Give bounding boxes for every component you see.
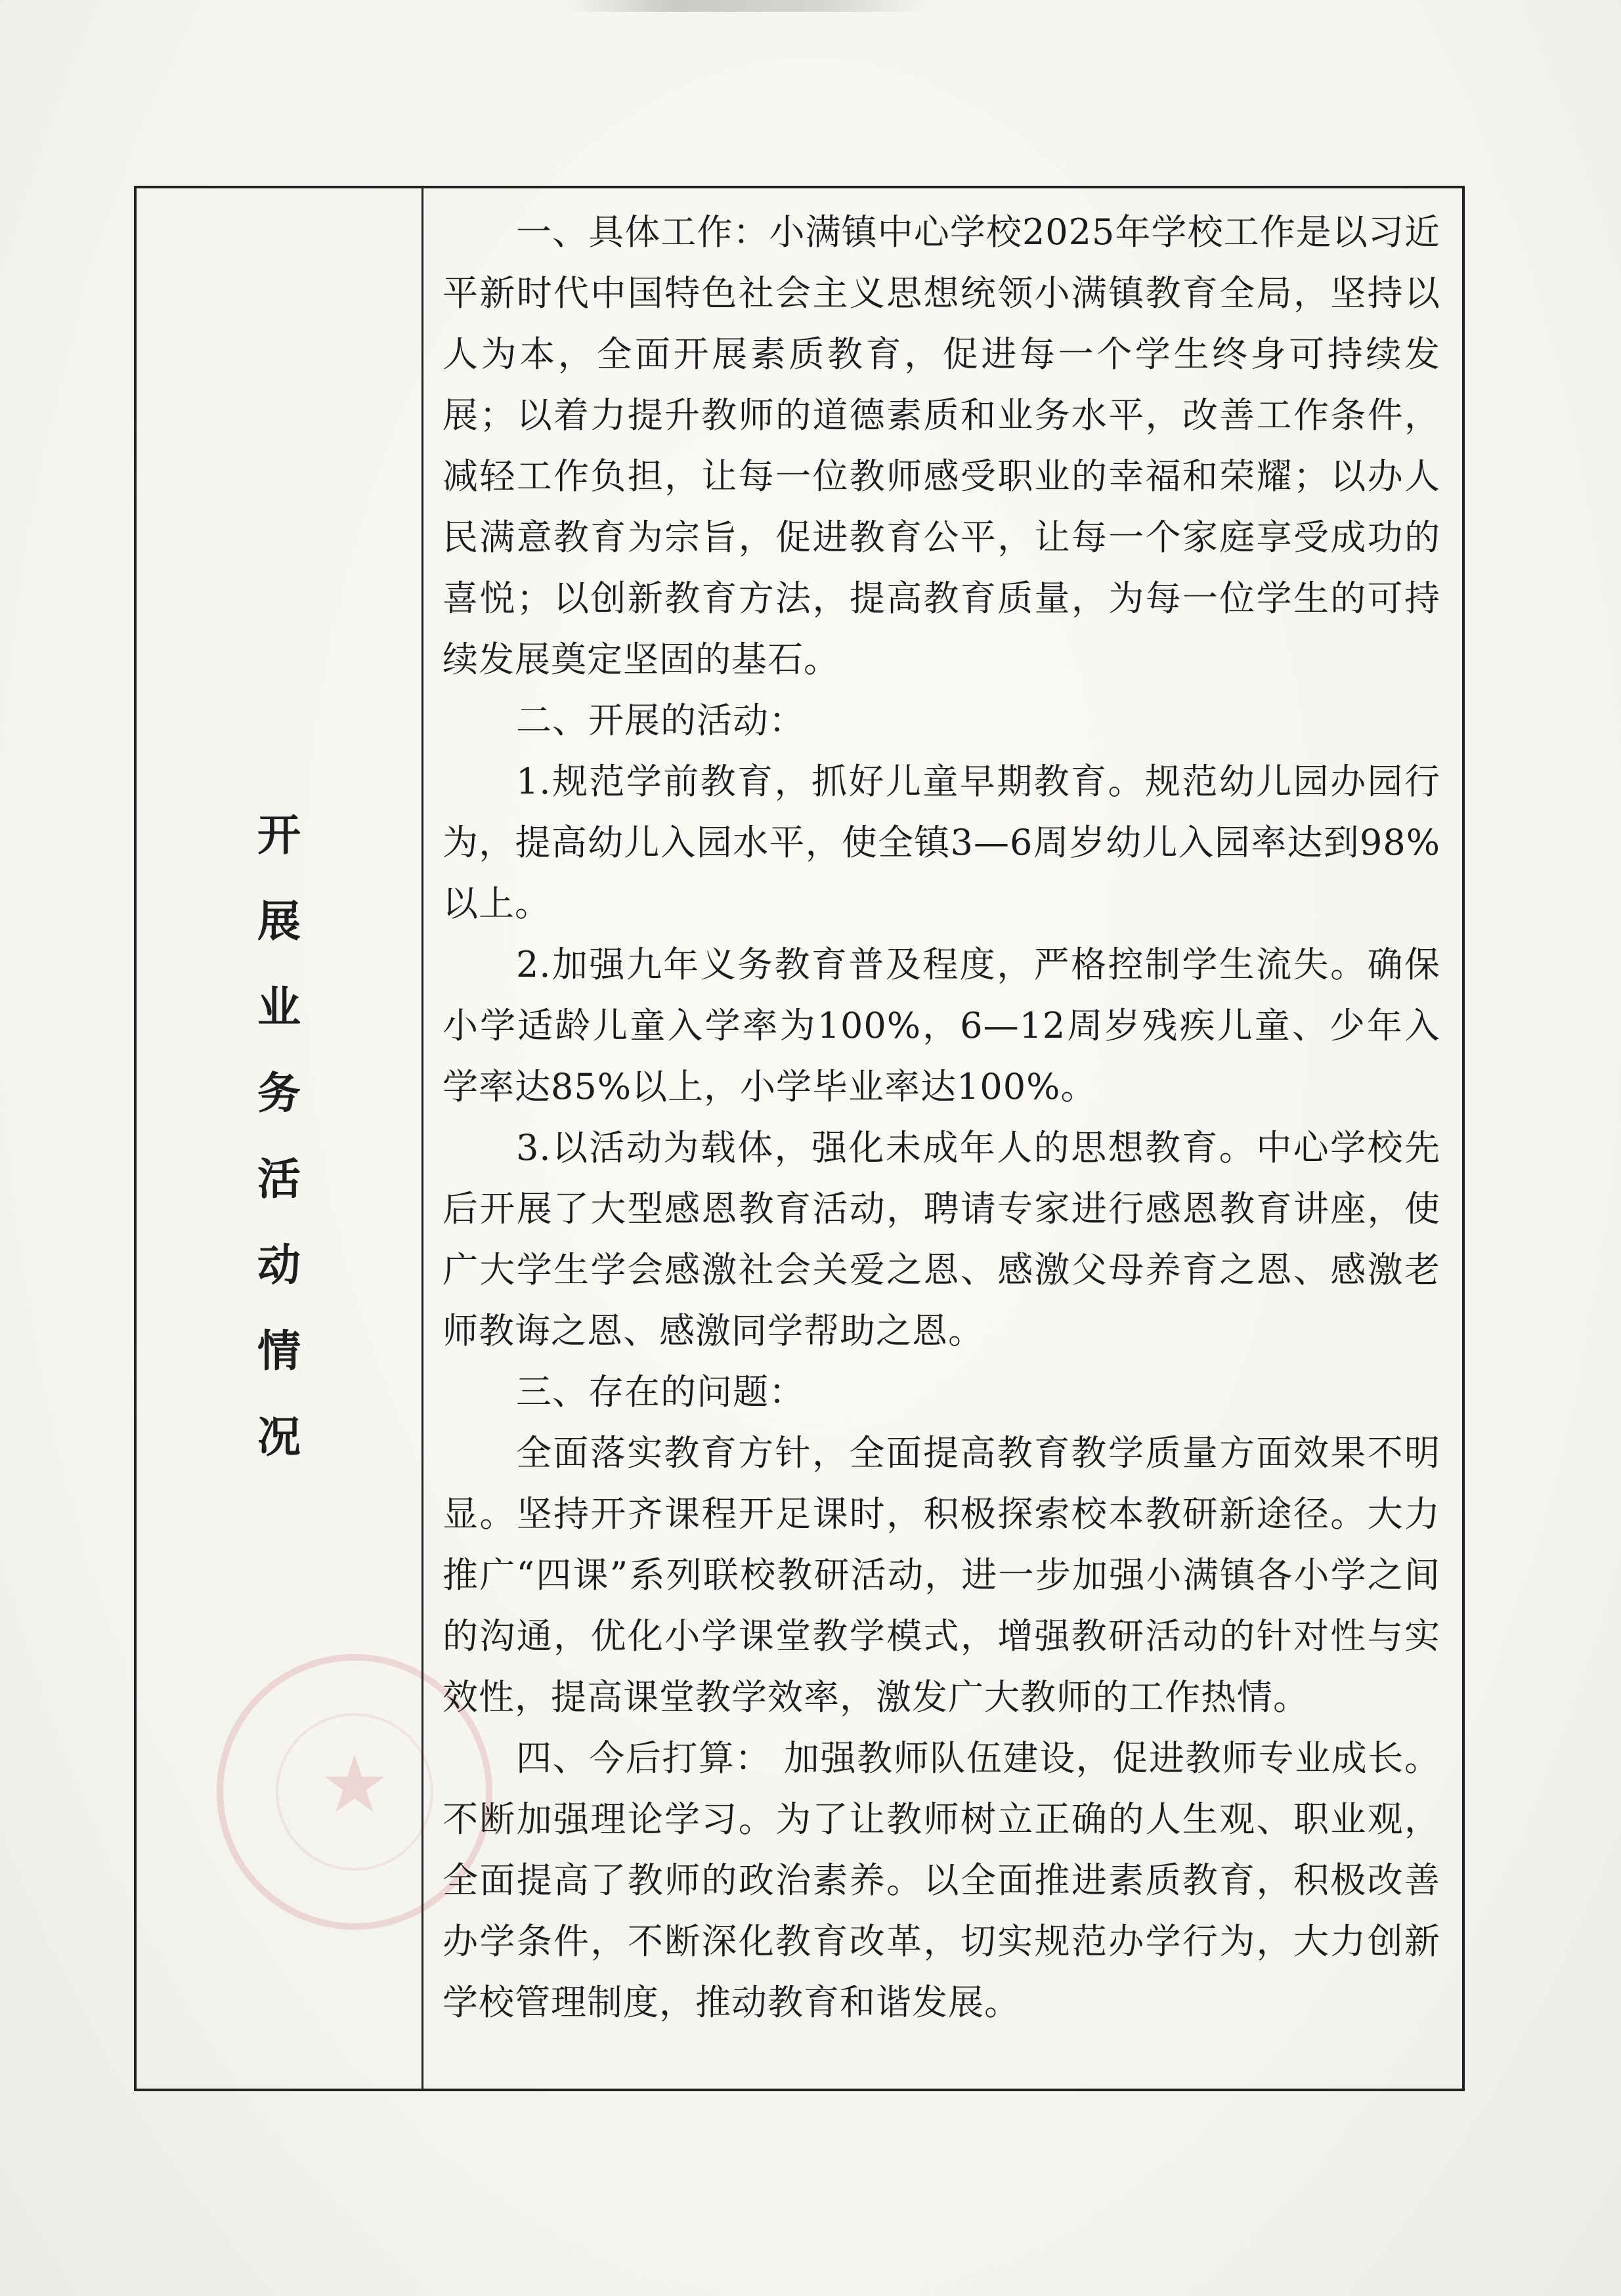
label-char: 活 — [257, 1153, 301, 1204]
label-char: 况 — [257, 1411, 301, 1462]
heading-activities: 二、开展的活动： — [516, 700, 805, 741]
column-divider — [421, 188, 423, 2089]
label-char: 开 — [257, 809, 301, 861]
paragraph-future-plans: 四、今后打算： 加强教师队伍建设，促进教师专业成长。不断加强理论学习。为了让教师树立正确的人生观、职业观，全面提高了教师的政治素养。以全面推进素质教育，积极改善办学条件，不断深化教育改革，切实规范办学行为，大力创新学校管理制度，推动教育和谐发展。 — [443, 1737, 1440, 2023]
section-label — [137, 809, 421, 1501]
paragraph-activity-3: 3.以活动为载体，强化未成年人的思想教育。中心学校先后开展了大型感恩教育活动，聘请专家进行感恩教育讲座，使广大学生学会感激社会关爱之恩、感激父母养育之恩、感激老师教诲之恩、感激同学帮助之恩。 — [443, 1127, 1440, 1351]
label-char: 动 — [257, 1239, 301, 1290]
heading-problems: 三、存在的问题： — [516, 1371, 805, 1413]
label-char: 业 — [257, 981, 301, 1032]
label-char: 展 — [257, 895, 301, 946]
form-table — [134, 186, 1465, 2091]
label-column — [137, 188, 421, 2089]
label-char: 务 — [257, 1067, 301, 1118]
content-cell — [443, 202, 1440, 2033]
paragraph-specific-work: 一、具体工作：小满镇中心学校2025年学校工作是以习近平新时代中国特色社会主义思想统领小满镇教育全局，坚持以人为本，全面开展素质教育，促进每一个学生终身可持续发展；以着力提升教师的道德素质和业务水平，改善工作条件，减轻工作负担，让每一位教师感受职业的幸福和荣耀；以办人民满意教育为宗旨，促进教育公平，让每一个家庭享受成功的喜悦；以创新教育方法，提高教育质量，为每一位学生的可持续发展奠定坚固的基石。 — [443, 211, 1440, 680]
paragraph-problems: 全面落实教育方针，全面提高教育教学质量方面效果不明显。坚持开齐课程开足课时，积极探索校本教研新途径。大力推广“四课”系列联校教研活动，进一步加强小满镇各小学之间的沟通，优化小学课堂教学模式，增强教研活动的针对性与实效性，提高课堂教学效率，激发广大教师的工作热情。 — [443, 1432, 1440, 1718]
paragraph-activity-2: 2.加强九年义务教育普及程度，严格控制学生流失。确保小学适龄儿童入学率为100%，6—12周岁残疾儿童、少年入学率达85%以上，小学毕业率达100%。 — [443, 944, 1440, 1107]
seal-star-icon: ★ — [319, 1739, 390, 1831]
paragraph-activity-1: 1.规范学前教育，抓好儿童早期教育。规范幼儿园办园行为，提高幼儿入园水平，使全镇3—6周岁幼儿入园率达到98%以上。 — [443, 761, 1440, 924]
label-char: 情 — [257, 1325, 301, 1376]
scan-smudge — [565, 0, 932, 12]
